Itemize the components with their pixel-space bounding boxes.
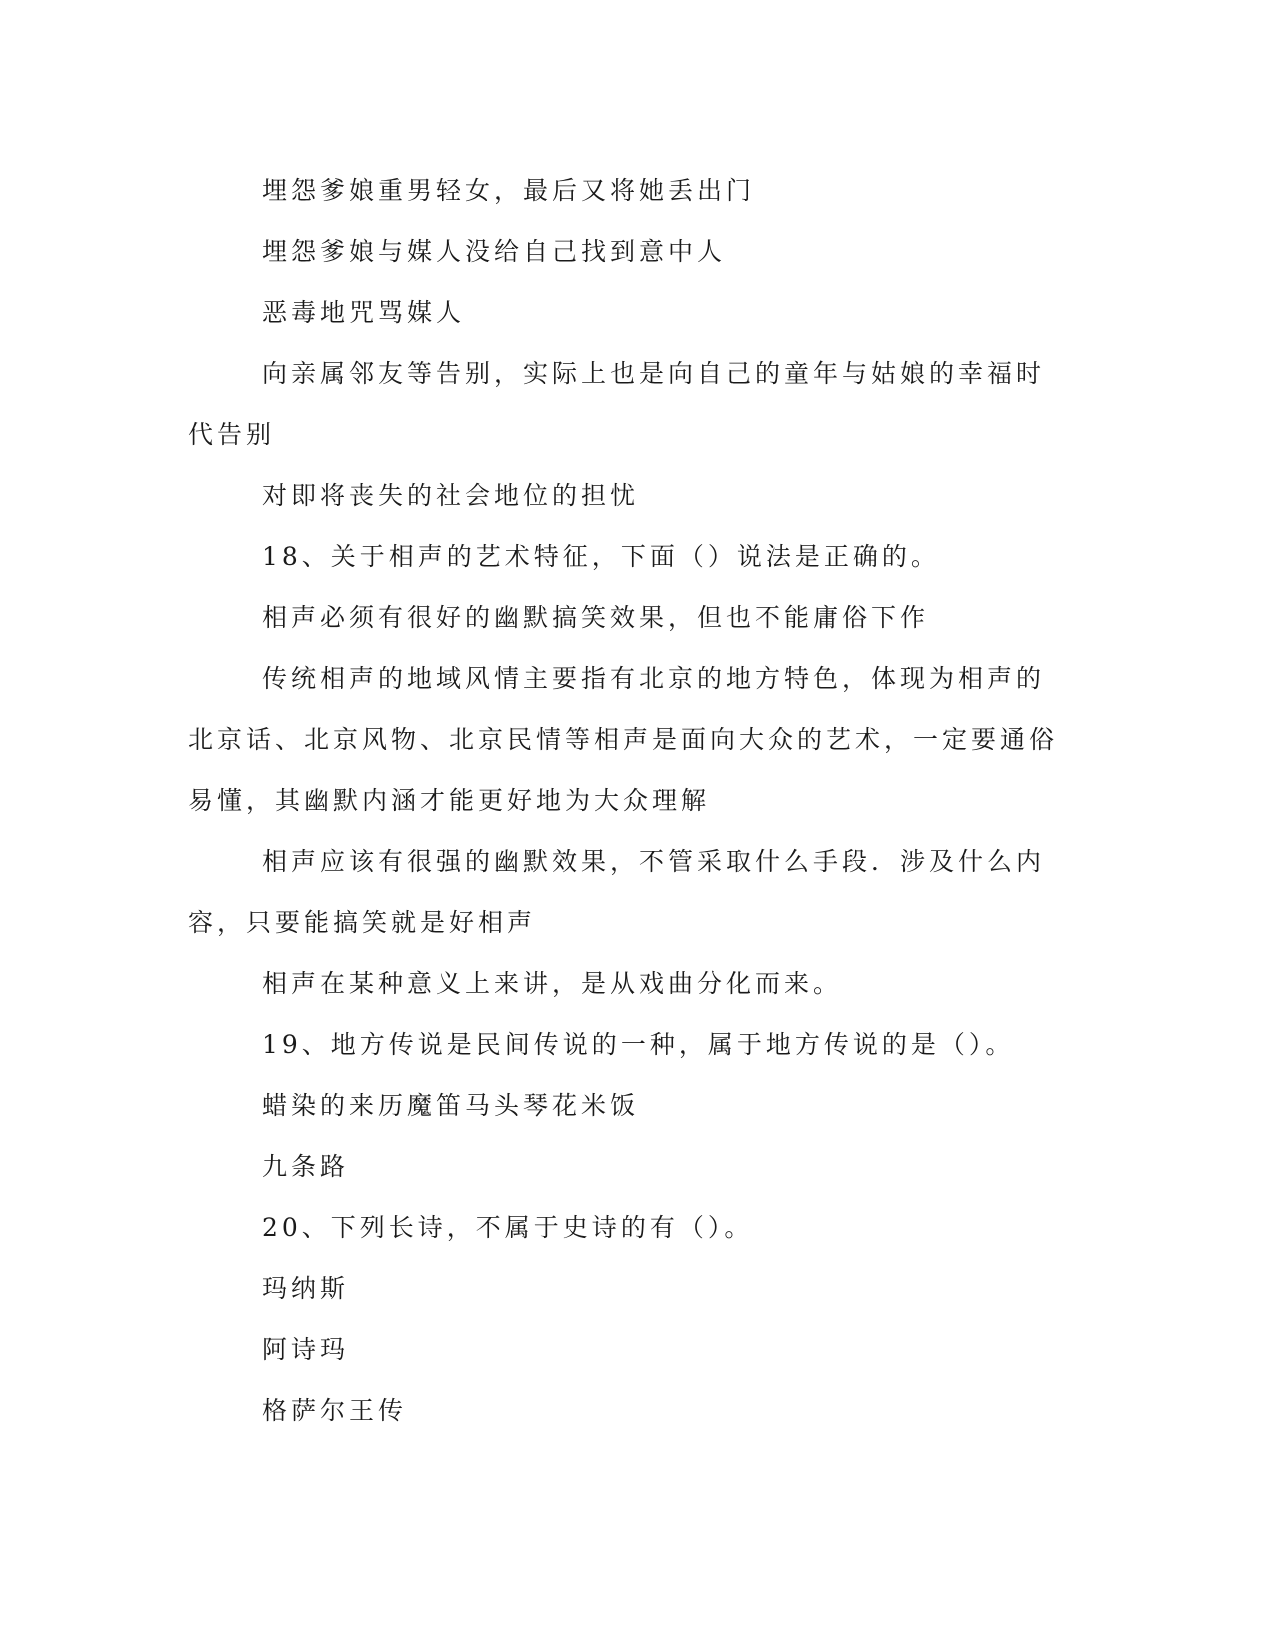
option-text: 相声应该有很强的幽默效果，不管采取什么手段．涉及什么内容，只要能搞笑就是好相声 (188, 847, 1046, 937)
option-text: 蜡染的来历魔笛马头琴花米饭 (262, 1091, 640, 1120)
option-text: 九条路 (262, 1152, 350, 1181)
option-text: 阿诗玛 (262, 1335, 350, 1364)
option-text: 相声在某种意义上来讲，是从戏曲分化而来。 (262, 969, 843, 998)
option-text: 向亲属邻友等告别，实际上也是向自己的童年与姑娘的幸福时代告别 (188, 359, 1046, 449)
question-19: 19、地方传说是民间传说的一种，属于地方传说的是（）。 (262, 1030, 1015, 1059)
question-18: 18、关于相声的艺术特征，下面（）说法是正确的。 (262, 542, 940, 571)
document-body (188, 160, 1068, 1441)
question-20: 20、下列长诗，不属于史诗的有（）。 (262, 1213, 754, 1242)
option-text: 埋怨爹娘与媒人没给自己找到意中人 (262, 237, 727, 266)
option-text: 埋怨爹娘重男轻女，最后又将她丢出门 (262, 176, 756, 205)
option-text: 恶毒地咒骂媒人 (262, 298, 466, 327)
option-text: 相声必须有很好的幽默搞笑效果，但也不能庸俗下作 (262, 603, 930, 632)
option-text: 传统相声的地域风情主要指有北京的地方特色，体现为相声的北京话、北京风物、北京民情等相声是面向大众的艺术，一定要通俗易懂，其幽默内涵才能更好地为大众理解 (188, 664, 1059, 815)
option-text: 对即将丧失的社会地位的担忧 (262, 481, 640, 510)
option-text: 玛纳斯 (262, 1274, 350, 1303)
option-text: 格萨尔王传 (262, 1396, 408, 1425)
